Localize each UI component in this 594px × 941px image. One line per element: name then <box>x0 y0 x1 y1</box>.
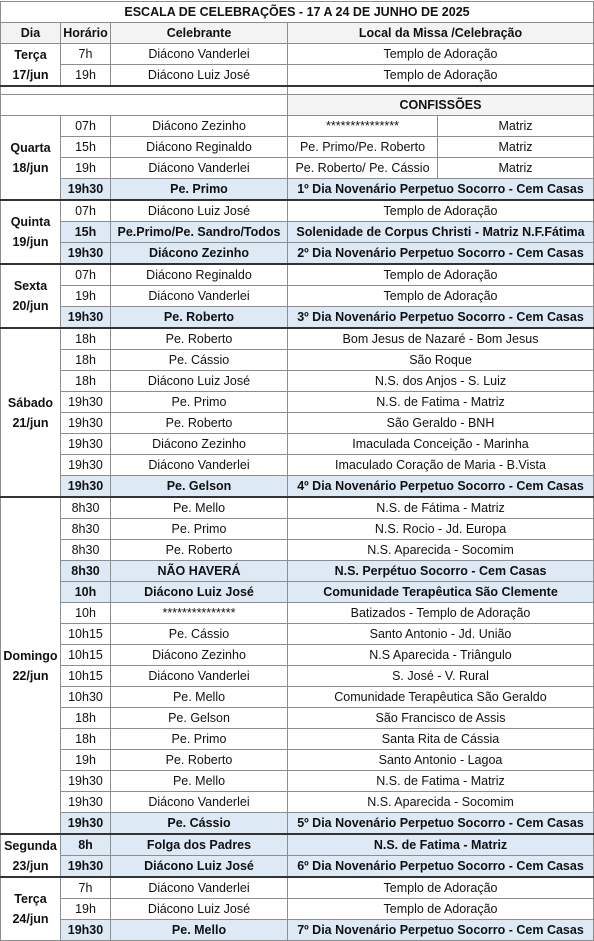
time-cell: 10h <box>61 582 111 603</box>
time-cell: 18h <box>61 708 111 729</box>
celebrant-cell: Pe.Primo/Pe. Sandro/Todos <box>111 222 288 243</box>
day-name: Sexta <box>13 279 48 293</box>
place-cell: N.S. de Fátima - Matriz <box>288 497 594 519</box>
time-cell: 19h30 <box>61 771 111 792</box>
day-name: Terça <box>14 892 47 906</box>
schedule-row <box>1 729 594 750</box>
celebrant-cell: *************** <box>111 603 288 624</box>
place-cell: Templo de Adoração <box>288 200 594 222</box>
place-cell: N.S. de Fatima - Matriz <box>288 771 594 792</box>
time-cell: 19h30 <box>61 179 111 201</box>
schedule-row <box>1 666 594 687</box>
place-cell: 6º Dia Novenário Perpetuo Socorro - Cem Casas <box>288 856 594 878</box>
time-cell: 10h15 <box>61 645 111 666</box>
time-cell: 19h30 <box>61 920 111 941</box>
time-cell: 19h30 <box>61 476 111 498</box>
schedule-row <box>1 116 594 137</box>
confissoes-header: CONFISSÕES <box>288 95 594 116</box>
schedule-row <box>1 392 594 413</box>
celebrant-cell: Pe. Primo <box>111 392 288 413</box>
title-row <box>1 2 594 23</box>
schedule-row <box>1 582 594 603</box>
time-cell: 7h <box>61 877 111 899</box>
place-cell: Bom Jesus de Nazaré - Bom Jesus <box>288 328 594 350</box>
day-cell <box>1 328 61 497</box>
time-cell: 15h <box>61 137 111 158</box>
place-cell: 4º Dia Novenário Perpetuo Socorro - Cem Casas <box>288 476 594 498</box>
place-cell: Templo de Adoração <box>288 899 594 920</box>
place-cell: N.S Aparecida - Triângulo <box>288 645 594 666</box>
time-cell: 19h30 <box>61 307 111 329</box>
celebrant-cell: Diácono Vanderlei <box>111 792 288 813</box>
celebrant-cell: Diácono Zezinho <box>111 116 288 137</box>
empty-cell <box>1 95 288 116</box>
time-cell: 19h30 <box>61 392 111 413</box>
place-cell: N.S. Aparecida - Socomim <box>288 540 594 561</box>
celebrant-cell: Diácono Luiz José <box>111 899 288 920</box>
schedule-row <box>1 899 594 920</box>
time-cell: 8h <box>61 834 111 856</box>
celebrant-cell: Pe. Roberto <box>111 540 288 561</box>
celebrant-cell: Diácono Luiz José <box>111 371 288 392</box>
celebrant-cell: Diácono Luiz José <box>111 65 288 87</box>
day-date: 18/jun <box>12 160 49 175</box>
header-horario: Horário <box>61 23 111 44</box>
place-cell: Templo de Adoração <box>288 65 594 87</box>
time-cell: 19h <box>61 158 111 179</box>
celebrant-cell: Pe. Primo <box>111 179 288 201</box>
day-date: 22/jun <box>12 668 49 683</box>
day-cell <box>1 264 61 328</box>
place-cell: Santo Antonio - Lagoa <box>288 750 594 771</box>
schedule-row <box>1 328 594 350</box>
place-cell: Matriz <box>438 158 594 179</box>
time-cell: 19h30 <box>61 455 111 476</box>
day-date: 24/jun <box>12 912 49 926</box>
day-cell <box>1 200 61 264</box>
celebrant-cell: Pe. Gelson <box>111 476 288 498</box>
time-cell: 18h <box>61 371 111 392</box>
day-cell <box>1 877 61 941</box>
schedule-row <box>1 687 594 708</box>
celebrant-cell: Pe. Cássio <box>111 624 288 645</box>
celebrant-cell: Diácono Vanderlei <box>111 286 288 307</box>
celebrant-cell: Diácono Vanderlei <box>111 877 288 899</box>
spacer-row <box>1 86 594 95</box>
time-cell: 07h <box>61 116 111 137</box>
place-cell: Templo de Adoração <box>288 264 594 286</box>
time-cell: 8h30 <box>61 540 111 561</box>
place-cell: 5º Dia Novenário Perpetuo Socorro - Cem Casas <box>288 813 594 835</box>
celebrant-cell: Diácono Reginaldo <box>111 264 288 286</box>
time-cell: 19h <box>61 286 111 307</box>
schedule-row <box>1 264 594 286</box>
schedule-row <box>1 286 594 307</box>
place-cell: Imaculada Conceição - Marinha <box>288 434 594 455</box>
place-cell: Matriz <box>438 116 594 137</box>
schedule-row <box>1 856 594 878</box>
time-cell: 19h30 <box>61 856 111 878</box>
celebrant-cell: Pe. Primo <box>111 729 288 750</box>
time-cell: 15h <box>61 222 111 243</box>
celebrant-cell: Pe. Primo <box>111 519 288 540</box>
time-cell: 10h15 <box>61 666 111 687</box>
celebrant-cell: Pe. Cássio <box>111 813 288 835</box>
place-cell: Comunidade Terapêutica São Clemente <box>288 582 594 603</box>
schedule-row <box>1 813 594 835</box>
schedule-row <box>1 771 594 792</box>
schedule-row <box>1 603 594 624</box>
header-row <box>1 23 594 44</box>
confessor-cell: Pe. Primo/Pe. Roberto <box>288 137 438 158</box>
celebrant-cell: Diácono Vanderlei <box>111 666 288 687</box>
celebrant-cell: Diácono Zezinho <box>111 434 288 455</box>
schedule-row <box>1 519 594 540</box>
schedule-row <box>1 413 594 434</box>
time-cell: 18h <box>61 729 111 750</box>
schedule-row <box>1 561 594 582</box>
time-cell: 8h30 <box>61 561 111 582</box>
time-cell: 19h <box>61 899 111 920</box>
day-name: Segunda <box>4 838 57 853</box>
schedule-row <box>1 497 594 519</box>
place-cell: Imaculado Coração de Maria - B.Vista <box>288 455 594 476</box>
schedule-row <box>1 455 594 476</box>
time-cell: 10h <box>61 603 111 624</box>
celebrant-cell: Diácono Vanderlei <box>111 455 288 476</box>
time-cell: 8h30 <box>61 519 111 540</box>
time-cell: 19h30 <box>61 813 111 835</box>
schedule-row <box>1 540 594 561</box>
table-title: ESCALA DE CELEBRAÇÕES - 17 A 24 DE JUNHO DE 2025 <box>1 2 594 23</box>
celebrant-cell: Diácono Vanderlei <box>111 44 288 65</box>
place-cell: Templo de Adoração <box>288 877 594 899</box>
celebrant-cell: Pe. Mello <box>111 920 288 941</box>
celebrant-cell: Pe. Mello <box>111 687 288 708</box>
day-date: 21/jun <box>12 415 49 430</box>
place-cell: Santo Antonio - Jd. União <box>288 624 594 645</box>
place-cell: N.S. de Fatima - Matriz <box>288 834 594 856</box>
time-cell: 18h <box>61 328 111 350</box>
time-cell: 07h <box>61 200 111 222</box>
place-cell: Templo de Adoração <box>288 286 594 307</box>
celebrant-cell: Diácono Zezinho <box>111 645 288 666</box>
place-cell: São Roque <box>288 350 594 371</box>
celebrant-cell: Diácono Reginaldo <box>111 137 288 158</box>
schedule-row <box>1 920 594 941</box>
time-cell: 07h <box>61 264 111 286</box>
day-cell <box>1 44 61 87</box>
spacer-cell <box>1 86 288 95</box>
schedule-row <box>1 243 594 265</box>
place-cell: São Francisco de Assis <box>288 708 594 729</box>
place-cell: Batizados - Templo de Adoração <box>288 603 594 624</box>
time-cell: 19h30 <box>61 792 111 813</box>
celebrant-cell: Pe. Mello <box>111 771 288 792</box>
schedule-row <box>1 434 594 455</box>
time-cell: 10h30 <box>61 687 111 708</box>
schedule-table <box>0 1 594 941</box>
schedule-row <box>1 137 594 158</box>
place-cell: Templo de Adoração <box>288 44 594 65</box>
place-cell: Santa Rita de Cássia <box>288 729 594 750</box>
celebrant-cell: Diácono Luiz José <box>111 200 288 222</box>
schedule-body <box>1 2 594 941</box>
day-name: Quarta <box>10 140 51 155</box>
schedule-row <box>1 158 594 179</box>
header-local: Local da Missa /Celebração <box>288 23 594 44</box>
schedule-row <box>1 200 594 222</box>
day-cell <box>1 497 61 834</box>
day-cell <box>1 834 61 877</box>
place-cell: S. José - V. Rural <box>288 666 594 687</box>
time-cell: 19h30 <box>61 413 111 434</box>
celebrant-cell: Diácono Luiz José <box>111 582 288 603</box>
celebrant-cell: Diácono Luiz José <box>111 856 288 878</box>
schedule-row <box>1 750 594 771</box>
celebrant-cell: NÃO HAVERÁ <box>111 561 288 582</box>
time-cell: 19h <box>61 65 111 87</box>
celebrant-cell: Diácono Vanderlei <box>111 158 288 179</box>
time-cell: 10h15 <box>61 624 111 645</box>
celebrant-cell: Pe. Roberto <box>111 413 288 434</box>
place-cell: 7º Dia Novenário Perpetuo Socorro - Cem Casas <box>288 920 594 941</box>
schedule-row <box>1 65 594 87</box>
celebrant-cell: Pe. Cássio <box>111 350 288 371</box>
schedule-row <box>1 476 594 498</box>
place-cell: 2º Dia Novenário Perpetuo Socorro - Cem Casas <box>288 243 594 265</box>
celebrant-cell: Pe. Roberto <box>111 750 288 771</box>
celebrant-cell: Diácono Zezinho <box>111 243 288 265</box>
place-cell: Comunidade Terapêutica São Geraldo <box>288 687 594 708</box>
day-cell <box>1 116 61 201</box>
schedule-row <box>1 792 594 813</box>
place-cell: 3º Dia Novenário Perpetuo Socorro - Cem Casas <box>288 307 594 329</box>
schedule-row <box>1 624 594 645</box>
celebrant-cell: Pe. Roberto <box>111 328 288 350</box>
place-cell: N.S. de Fatima - Matriz <box>288 392 594 413</box>
place-cell: São Geraldo - BNH <box>288 413 594 434</box>
place-cell: Solenidade de Corpus Christi - Matriz N.F.Fátima <box>288 222 594 243</box>
celebrant-cell: Folga dos Padres <box>111 834 288 856</box>
schedule-row <box>1 307 594 329</box>
day-date: 20/jun <box>12 299 49 313</box>
schedule-row <box>1 371 594 392</box>
celebrant-cell: Pe. Mello <box>111 497 288 519</box>
place-cell: Matriz <box>438 137 594 158</box>
day-date: 23/jun <box>12 858 49 873</box>
place-cell: N.S. Aparecida - Socomim <box>288 792 594 813</box>
schedule-row <box>1 44 594 65</box>
celebrant-cell: Pe. Roberto <box>111 307 288 329</box>
confessor-cell: Pe. Roberto/ Pe. Cássio <box>288 158 438 179</box>
celebrant-cell: Pe. Gelson <box>111 708 288 729</box>
confissoes-header-row <box>1 95 594 116</box>
place-cell: N.S. Perpétuo Socorro - Cem Casas <box>288 561 594 582</box>
confessor-cell: *************** <box>288 116 438 137</box>
day-name: Sábado <box>7 395 54 410</box>
day-name: Terça <box>14 47 47 62</box>
schedule-row <box>1 708 594 729</box>
time-cell: 7h <box>61 44 111 65</box>
schedule-row <box>1 350 594 371</box>
schedule-row <box>1 877 594 899</box>
place-cell: N.S. Rocio - Jd. Europa <box>288 519 594 540</box>
schedule-row <box>1 645 594 666</box>
day-date: 17/jun <box>12 67 49 82</box>
schedule-row <box>1 179 594 201</box>
schedule-row <box>1 222 594 243</box>
place-cell: 1º Dia Novenário Perpetuo Socorro - Cem Casas <box>288 179 594 201</box>
day-name: Domingo <box>3 648 58 663</box>
spacer-cell <box>288 86 594 95</box>
day-name: Quinta <box>10 215 51 229</box>
time-cell: 8h30 <box>61 497 111 519</box>
header-dia: Dia <box>1 23 61 44</box>
time-cell: 18h <box>61 350 111 371</box>
day-date: 19/jun <box>12 235 49 249</box>
time-cell: 19h30 <box>61 434 111 455</box>
time-cell: 19h30 <box>61 243 111 265</box>
place-cell: N.S. dos Anjos - S. Luiz <box>288 371 594 392</box>
time-cell: 19h <box>61 750 111 771</box>
header-celebrante: Celebrante <box>111 23 288 44</box>
schedule-row <box>1 834 594 856</box>
